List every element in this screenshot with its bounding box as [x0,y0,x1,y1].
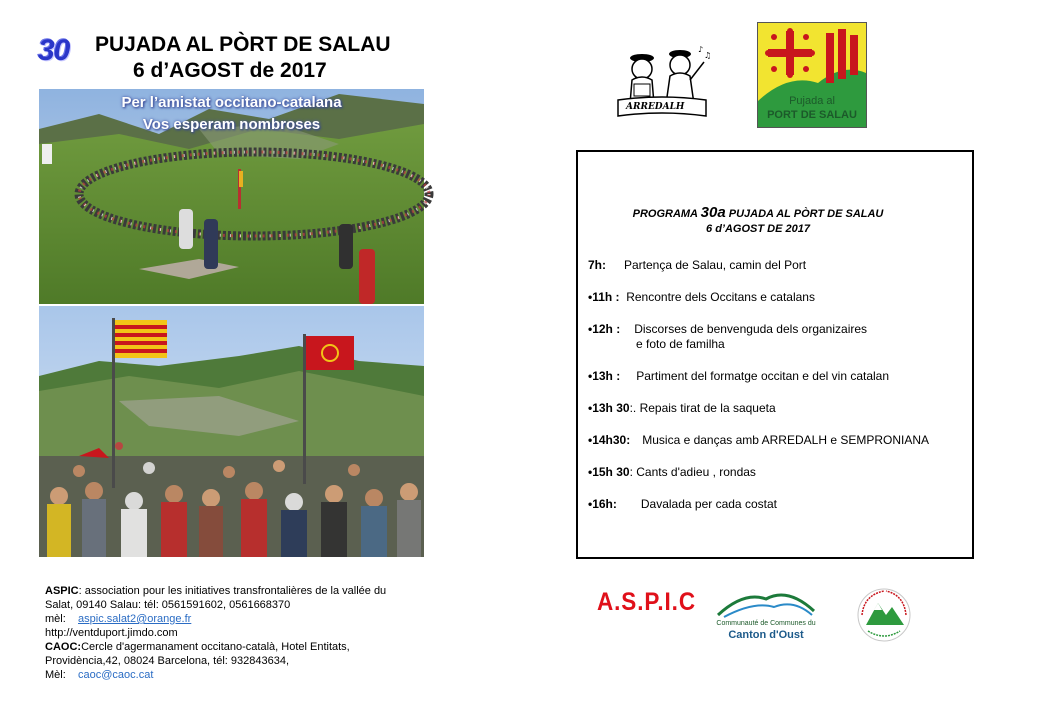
svg-text:♪: ♪ [698,45,704,54]
program-item-13h30: •13h 30:. Repais tirat de la saqueta [588,401,776,415]
event-date: 6 d’AGOST de 2017 [133,59,327,82]
caoc-line1: CAOC:Cercle d'agermanament occitano-català, Hotel Entitats, [45,641,350,653]
caption-invitation: Vos esperam nombroses [142,116,321,133]
website-line[interactable]: http://ventduport.jimdo.com [45,627,178,639]
caoc-email-line: Mèl: caoc@caoc.cat [45,669,154,681]
crowd-with-flags-image [39,306,424,557]
program-heading-date: 6 d’AGOST DE 2017 [706,223,810,235]
park-emblem-icon [852,585,916,645]
arredalh-label: ARREDALH [626,102,685,112]
program-item-16h: •16h: Davalada per cada costat [588,497,777,511]
caption-friendship: Per l’amistat occitano-catalana [121,94,342,111]
canton-logo-line2: Canton d'Oust [728,629,804,641]
program-item-13h: •13h : Partiment del formatge occitan e del vin catalan [588,369,890,383]
program-item-15h30: •15h 30: Cants d'adieu , rondas [588,465,756,479]
program-item-12h: •12h : Discorses de benvenguda dels organizaires [588,322,868,336]
pujada-logo-line1: Pujada al [789,95,835,107]
pujada-salau-logo [757,22,867,128]
contact-info [45,584,425,682]
program-item-11h: •11h : Rencontre dels Occitans e catalans [588,290,815,304]
program-item-14h30: •14h30: Musica e danças amb ARREDALH e SEMPRONIANA [588,433,930,447]
anniversary-badge: 30 [38,34,70,67]
program-item-12h-cont: e foto de familha [636,337,725,351]
caoc-line2: Providència,42, 08024 Barcelona, tél: 932843634, [45,655,290,667]
aspic-line1: ASPIC: association pour les initiatives transfrontalières de la vallée du [45,585,387,597]
photo-crowd-flags [39,306,424,557]
svg-text:♫: ♫ [704,51,712,60]
program-heading: PROGRAMA 30a PUJADA AL PÒRT DE SALAU [632,204,884,221]
aspic-email-line: mèl: aspic.salat2@orange.fr [45,613,192,625]
aspic-logo: A.S.P.I.C [597,588,696,616]
regional-park-logo [852,585,916,645]
aspic-email-link[interactable]: aspic.salat2@orange.fr [78,613,192,625]
photo-circle-dance [39,89,424,304]
canton-logo-line1: Communauté de Communes du [716,620,816,627]
arredalh-logo [614,42,710,120]
pujada-logo-line2: PORT DE SALAU [767,109,857,121]
page-title: PUJADA AL PÒRT DE SALAU [95,33,391,56]
program-box [576,150,974,559]
canton-oust-logo [714,585,818,645]
mountains-icon [714,585,818,621]
caoc-email-link[interactable]: caoc@caoc.cat [78,669,154,681]
program-item-7h: 7h: Partença de Salau, camin del Port [588,258,807,272]
aspic-line2: Salat, 09140 Salau: tél: 0561591602, 0561668370 [45,599,291,611]
